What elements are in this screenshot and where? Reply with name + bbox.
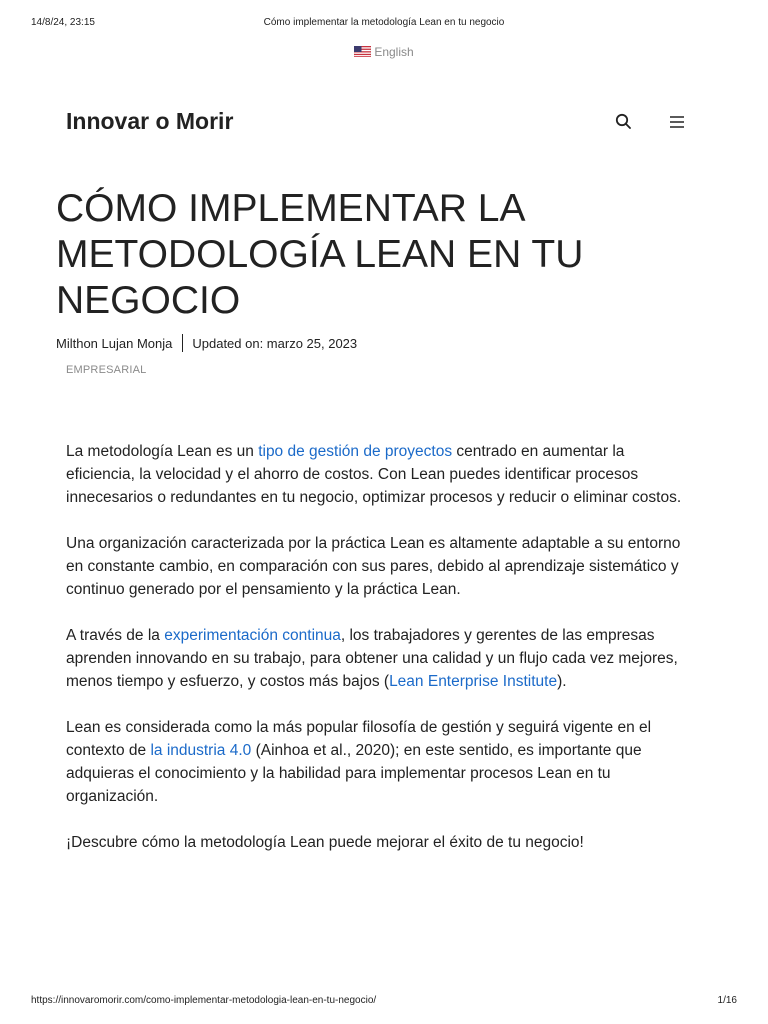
link-industria-4-0[interactable]: la industria 4.0	[150, 742, 252, 759]
updated-date: Updated on: marzo 25, 2023	[192, 336, 358, 351]
search-icon	[614, 112, 634, 132]
print-header	[0, 17, 768, 31]
paragraph-text: centrado en aumentar la eficiencia, la velocidad y el ahorro de costos. Con Lean puedes identificar procesos innecesarios o redundantes en tu negocio, optimizar procesos y reducir o eliminar costos.	[66, 443, 682, 506]
paragraph-2	[66, 532, 696, 601]
author-name[interactable]: Milthon Lujan Monja	[56, 336, 173, 351]
menu-button[interactable]	[667, 112, 687, 132]
language-switcher[interactable]	[0, 45, 768, 59]
link-lean-enterprise-institute[interactable]: Lean Enterprise Institute	[389, 673, 558, 690]
paragraph-text: , los trabajadores y gerentes de las empresas aprenden innovando en su trabajo, para obtener una calidad y un flujo cada vez mejores, menos tiempo y esfuerzo, y costos más bajos (	[66, 627, 678, 690]
link-tipo-gestion-proyectos[interactable]: tipo de gestión de proyectos	[258, 443, 453, 460]
print-url: https://innovaromorir.com/como-implementar-metodologia-lean-en-tu-negocio/	[31, 995, 377, 1006]
article-content	[66, 440, 696, 877]
article-meta	[56, 334, 357, 352]
paragraph-4	[66, 716, 696, 808]
us-flag-icon	[354, 46, 371, 57]
paragraph-text: ).	[557, 673, 567, 690]
paragraph-text: Lean es considerada como la más popular filosofía de gestión y seguirá vigente en el contexto de	[66, 719, 652, 759]
paragraph-text: Una organización caracterizada por la práctica Lean es altamente adaptable a su entorno en constante cambio, en comparación con sus pares, debido al aprendizaje sistemático y continuo generado por el pensamiento y la práctica Lean.	[66, 535, 681, 598]
page-number: 1/16	[717, 995, 737, 1006]
print-footer	[0, 995, 768, 1009]
site-header	[66, 108, 696, 138]
menu-icon	[667, 112, 687, 132]
print-datetime: 14/8/24, 23:15	[31, 17, 95, 28]
meta-divider	[182, 334, 183, 352]
article-title: CÓMO IMPLEMENTAR LA METODOLOGÍA LEAN EN TU NEGOCIO	[56, 187, 584, 322]
paragraph-text: La metodología Lean es un	[66, 443, 259, 460]
paragraph-text: (Ainhoa et al., 2020); en este sentido, es importante que adquieras el conocimiento y la habilidad para implementar procesos Lean en tu organización.	[66, 742, 642, 805]
category-tag[interactable]: EMPRESARIAL	[66, 364, 147, 376]
paragraph-text: ¡Descubre cómo la metodología Lean puede mejorar el éxito de tu negocio!	[66, 834, 584, 851]
paragraph-1	[66, 440, 696, 509]
paragraph-5	[66, 831, 696, 854]
site-title[interactable]: Innovar o Morir	[66, 108, 234, 134]
print-page-title: Cómo implementar la metodología Lean en tu negocio	[263, 17, 505, 28]
paragraph-text: A través de la	[66, 627, 165, 644]
link-experimentacion-continua[interactable]: experimentación continua	[164, 627, 341, 644]
language-label[interactable]: English	[374, 45, 414, 59]
paragraph-3	[66, 624, 696, 693]
search-button[interactable]	[614, 112, 634, 132]
